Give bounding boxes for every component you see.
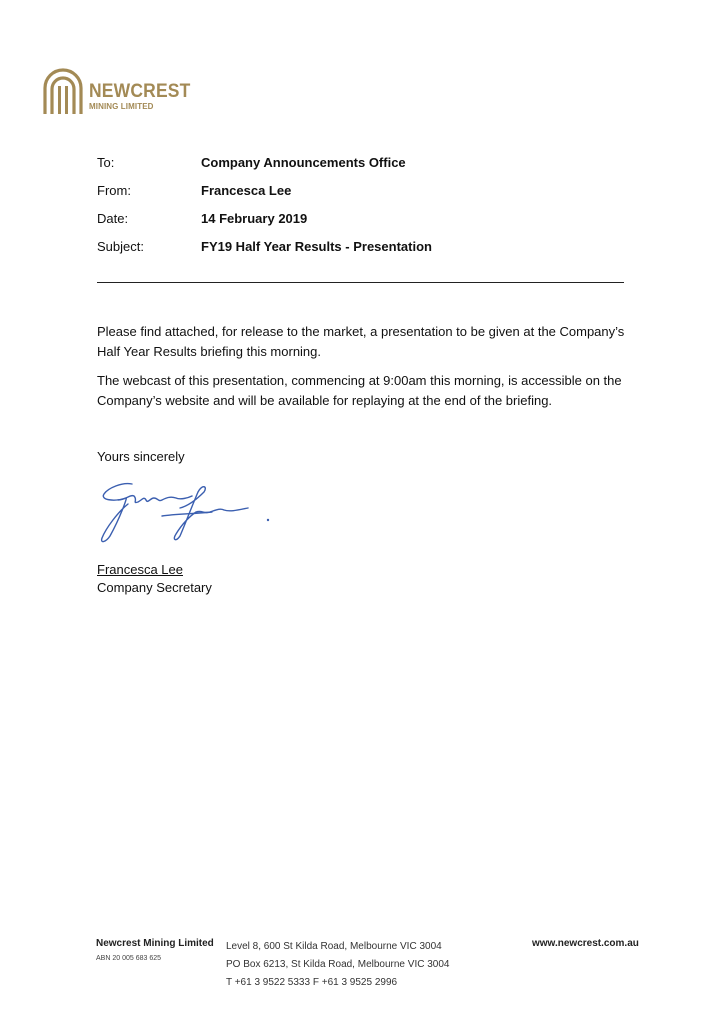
- signatory-name: Francesca Lee: [97, 562, 183, 577]
- footer-phone-fax: T +61 3 9522 5333 F +61 3 9525 2996: [226, 977, 398, 988]
- body-paragraph-2: The webcast of this presentation, commencing at 9:00am this morning, is accessible on the Company’s website and will be available for replaying at the end of the briefing.: [97, 373, 622, 408]
- newcrest-emblem-icon: [41, 66, 85, 116]
- signature-dot: [267, 519, 269, 521]
- to-value: Company Announcements Office: [201, 155, 406, 170]
- footer-street-address: Level 8, 600 St Kilda Road, Melbourne VIC 3004: [226, 941, 442, 952]
- header-divider: [97, 282, 624, 283]
- date-label: Date:: [97, 211, 129, 226]
- subject-label: Subject:: [97, 239, 144, 254]
- memo-row-from: [97, 183, 625, 211]
- body-paragraph-1: Please find attached, for release to the market, a presentation to be given at the Company’s Half Year Results briefing this morning.: [97, 324, 625, 359]
- to-label: To:: [97, 155, 115, 170]
- signatory-title: Company Secretary: [97, 580, 212, 595]
- subject-value: FY19 Half Year Results - Presentation: [201, 239, 432, 254]
- logo-subtitle: MINING LIMITED: [89, 102, 154, 111]
- memo-row-date: [97, 211, 625, 239]
- from-value: Francesca Lee: [201, 183, 292, 198]
- handwritten-signature: [92, 478, 282, 548]
- from-label: From:: [97, 183, 131, 198]
- logo-wordmark: NEWCREST: [89, 81, 191, 102]
- memo-row-subject: [97, 239, 625, 267]
- memo-header: [97, 155, 625, 267]
- footer-website: www.newcrest.com.au: [532, 938, 639, 949]
- footer-company-name: Newcrest Mining Limited: [96, 938, 214, 949]
- footer-abn: ABN 20 005 683 625: [96, 955, 161, 962]
- memo-body: [97, 322, 637, 420]
- footer-postal-address: PO Box 6213, St Kilda Road, Melbourne VIC 3004: [226, 959, 450, 970]
- memo-row-to: [97, 155, 625, 183]
- footer-address-block: [226, 938, 449, 992]
- date-value: 14 February 2019: [201, 211, 308, 226]
- company-logo: [41, 66, 191, 116]
- closing-salutation: Yours sincerely: [97, 449, 185, 464]
